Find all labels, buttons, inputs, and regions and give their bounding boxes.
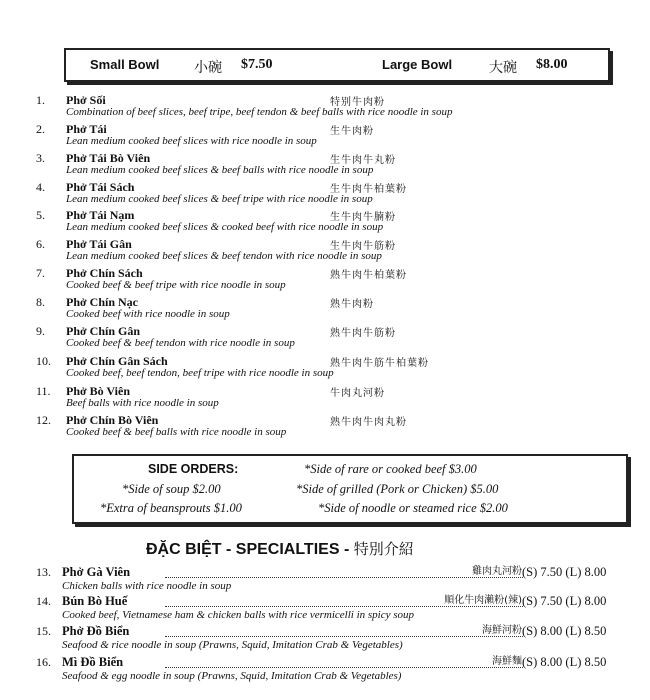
item-number: 6. [36, 237, 45, 251]
item-name: Phở Tái [66, 122, 107, 136]
item-chinese-name: 熟牛肉牛柏葉粉 [330, 270, 407, 281]
item-chinese-name: 生牛肉粉 [330, 126, 374, 137]
item-description: Cooked beef with rice noodle in soup [66, 308, 230, 320]
specialty-item [0, 594, 650, 626]
large-bowl-label: Large Bowl [382, 57, 453, 72]
item-name: Phở Chín Gân Sách [66, 354, 168, 368]
item-description: Cooked beef & beef tendon with rice noodle in soup [66, 337, 295, 349]
item-name: Phở Chín Gân [66, 324, 141, 338]
menu-item [0, 354, 650, 384]
item-description: Lean medium cooked beef slices with rice noodle in soup [66, 135, 317, 147]
item-description: Lean medium cooked beef slices & cooked beef with rice noodle in soup [66, 221, 384, 233]
item-price: (S) 8.00 (L) 8.50 [522, 624, 607, 638]
item-name: Phở Sối [66, 93, 106, 107]
menu-item [0, 151, 650, 181]
menu-item [0, 266, 650, 296]
item-number: 3. [36, 151, 45, 165]
specialty-item [0, 565, 650, 597]
side-order-line: *Side of noodle or steamed rice $2.00 [318, 501, 508, 515]
small-bowl-price: $7.50 [241, 57, 273, 72]
item-chinese-name: 生牛肉牛筋粉 [330, 241, 396, 252]
specialty-item [0, 655, 650, 687]
item-name: Bún Bò Huế [62, 594, 128, 608]
menu-item [0, 180, 650, 210]
item-number: 15. [36, 624, 51, 638]
item-description: Chicken balls with rice noodle in soup [62, 580, 232, 592]
item-number: 16. [36, 655, 51, 669]
item-description: Cooked beef, beef tendon, beef tripe with rice noodle in soup [66, 367, 334, 379]
item-name: Phở Đồ Biển [62, 624, 130, 638]
item-number: 5. [36, 208, 45, 222]
item-chinese-name: 熟牛肉牛肉丸粉 [330, 417, 407, 428]
item-chinese-name: 熟牛肉牛筋粉 [330, 328, 396, 339]
item-number: 13. [36, 565, 51, 579]
small-bowl-chinese: 小碗 [194, 60, 222, 76]
item-number: 14. [36, 594, 51, 608]
dot-leader [165, 667, 523, 668]
item-chinese-name: 熟牛肉粉 [330, 299, 374, 310]
item-price: (S) 8.00 (L) 8.50 [522, 655, 607, 669]
item-chinese-name: 生牛肉牛柏葉粉 [330, 184, 407, 195]
menu-item [0, 237, 650, 267]
item-description: Lean medium cooked beef slices & beef tripe with rice noodle in soup [66, 193, 373, 205]
side-orders-box [72, 454, 628, 524]
item-chinese-name: 海鮮河粉 [479, 621, 522, 636]
bowl-price-banner [64, 48, 610, 82]
item-price: (S) 7.50 (L) 8.00 [522, 594, 607, 608]
item-chinese-name: 熟牛肉牛筋牛柏葉粉 [330, 358, 429, 369]
large-bowl-price: $8.00 [536, 57, 568, 72]
small-bowl-label: Small Bowl [90, 57, 160, 72]
item-chinese-name: 生牛肉牛腩粉 [330, 212, 396, 223]
dot-leader [165, 577, 523, 578]
item-name: Phở Chín Sách [66, 266, 143, 280]
item-number: 11. [36, 384, 51, 398]
item-name: Phở Tái Gân [66, 237, 132, 251]
item-chinese-name: 牛肉丸河粉 [330, 388, 385, 399]
item-name: Phở Chín Bò Viên [66, 413, 159, 427]
item-name: Phở Tái Sách [66, 180, 135, 194]
item-number: 1. [36, 93, 45, 107]
item-description: Beef balls with rice noodle in soup [66, 397, 219, 409]
menu-item [0, 324, 650, 354]
item-chinese-name: 海鮮麵 [489, 652, 522, 667]
side-order-line: *Extra of beansprouts $1.00 [100, 501, 242, 515]
item-name: Phở Bò Viên [66, 384, 130, 398]
item-number: 4. [36, 180, 45, 194]
item-price: (S) 7.50 (L) 8.00 [522, 565, 607, 579]
item-description: Seafood & rice noodle in soup (Prawns, Squid, Imitation Crab & Vegetables) [62, 639, 403, 651]
side-order-line: *Side of grilled (Pork or Chicken) $5.00 [296, 482, 499, 496]
specialties-title: ĐẶC BIỆT - SPECIALTIES - [146, 541, 354, 558]
item-number: 10. [36, 354, 51, 368]
item-description: Cooked beef & beef balls with rice noodle in soup [66, 426, 287, 438]
dot-leader [165, 606, 523, 607]
menu-item [0, 122, 650, 152]
large-bowl-chinese: 大碗 [489, 60, 517, 76]
item-number: 12. [36, 413, 51, 427]
specialties-title-chinese: 特別介紹 [353, 540, 414, 558]
item-chinese-name: 生牛肉牛丸粉 [330, 155, 396, 166]
side-orders-title: SIDE ORDERS: [148, 462, 239, 476]
item-number: 8. [36, 295, 45, 309]
item-chinese-name: 雞肉丸河粉 [469, 562, 522, 577]
menu-item [0, 295, 650, 325]
item-description: Lean medium cooked beef slices & beef balls with rice noodle in soup [66, 164, 374, 176]
menu-item [0, 384, 650, 414]
item-number: 9. [36, 324, 45, 338]
item-name: Phở Gà Viên [62, 565, 131, 579]
item-description: Seafood & egg noodle in soup (Prawns, Squid, Imitation Crab & Vegetables) [62, 670, 402, 682]
item-number: 7. [36, 266, 45, 280]
dot-leader [165, 636, 523, 637]
menu-item [0, 413, 650, 443]
specialty-item [0, 624, 650, 656]
item-chinese-name: 特别牛肉粉 [330, 97, 385, 108]
item-description: Combination of beef slices, beef tripe, beef tendon & beef balls with rice noodle in soup [66, 106, 453, 118]
item-description: Cooked beef, Vietnamese ham & chicken balls with rice vermicelli in spicy soup [62, 609, 415, 621]
menu-item [0, 93, 650, 123]
item-description: Cooked beef & beef tripe with rice noodle in soup [66, 279, 286, 291]
item-chinese-name: 順化牛肉瀨粉(辣) [441, 591, 522, 606]
menu-item [0, 208, 650, 238]
specialties-heading [146, 538, 414, 559]
item-name: Phở Tái Nạm [66, 208, 135, 222]
side-order-line: *Side of soup $2.00 [122, 482, 221, 496]
side-order-line: *Side of rare or cooked beef $3.00 [304, 462, 477, 476]
item-name: Phở Chín Nạc [66, 295, 138, 309]
item-number: 2. [36, 122, 45, 136]
item-name: Mì Đồ Biển [62, 655, 124, 669]
item-description: Lean medium cooked beef slices & beef tendon with rice noodle in soup [66, 250, 382, 262]
item-name: Phở Tái Bò Viên [66, 151, 151, 165]
